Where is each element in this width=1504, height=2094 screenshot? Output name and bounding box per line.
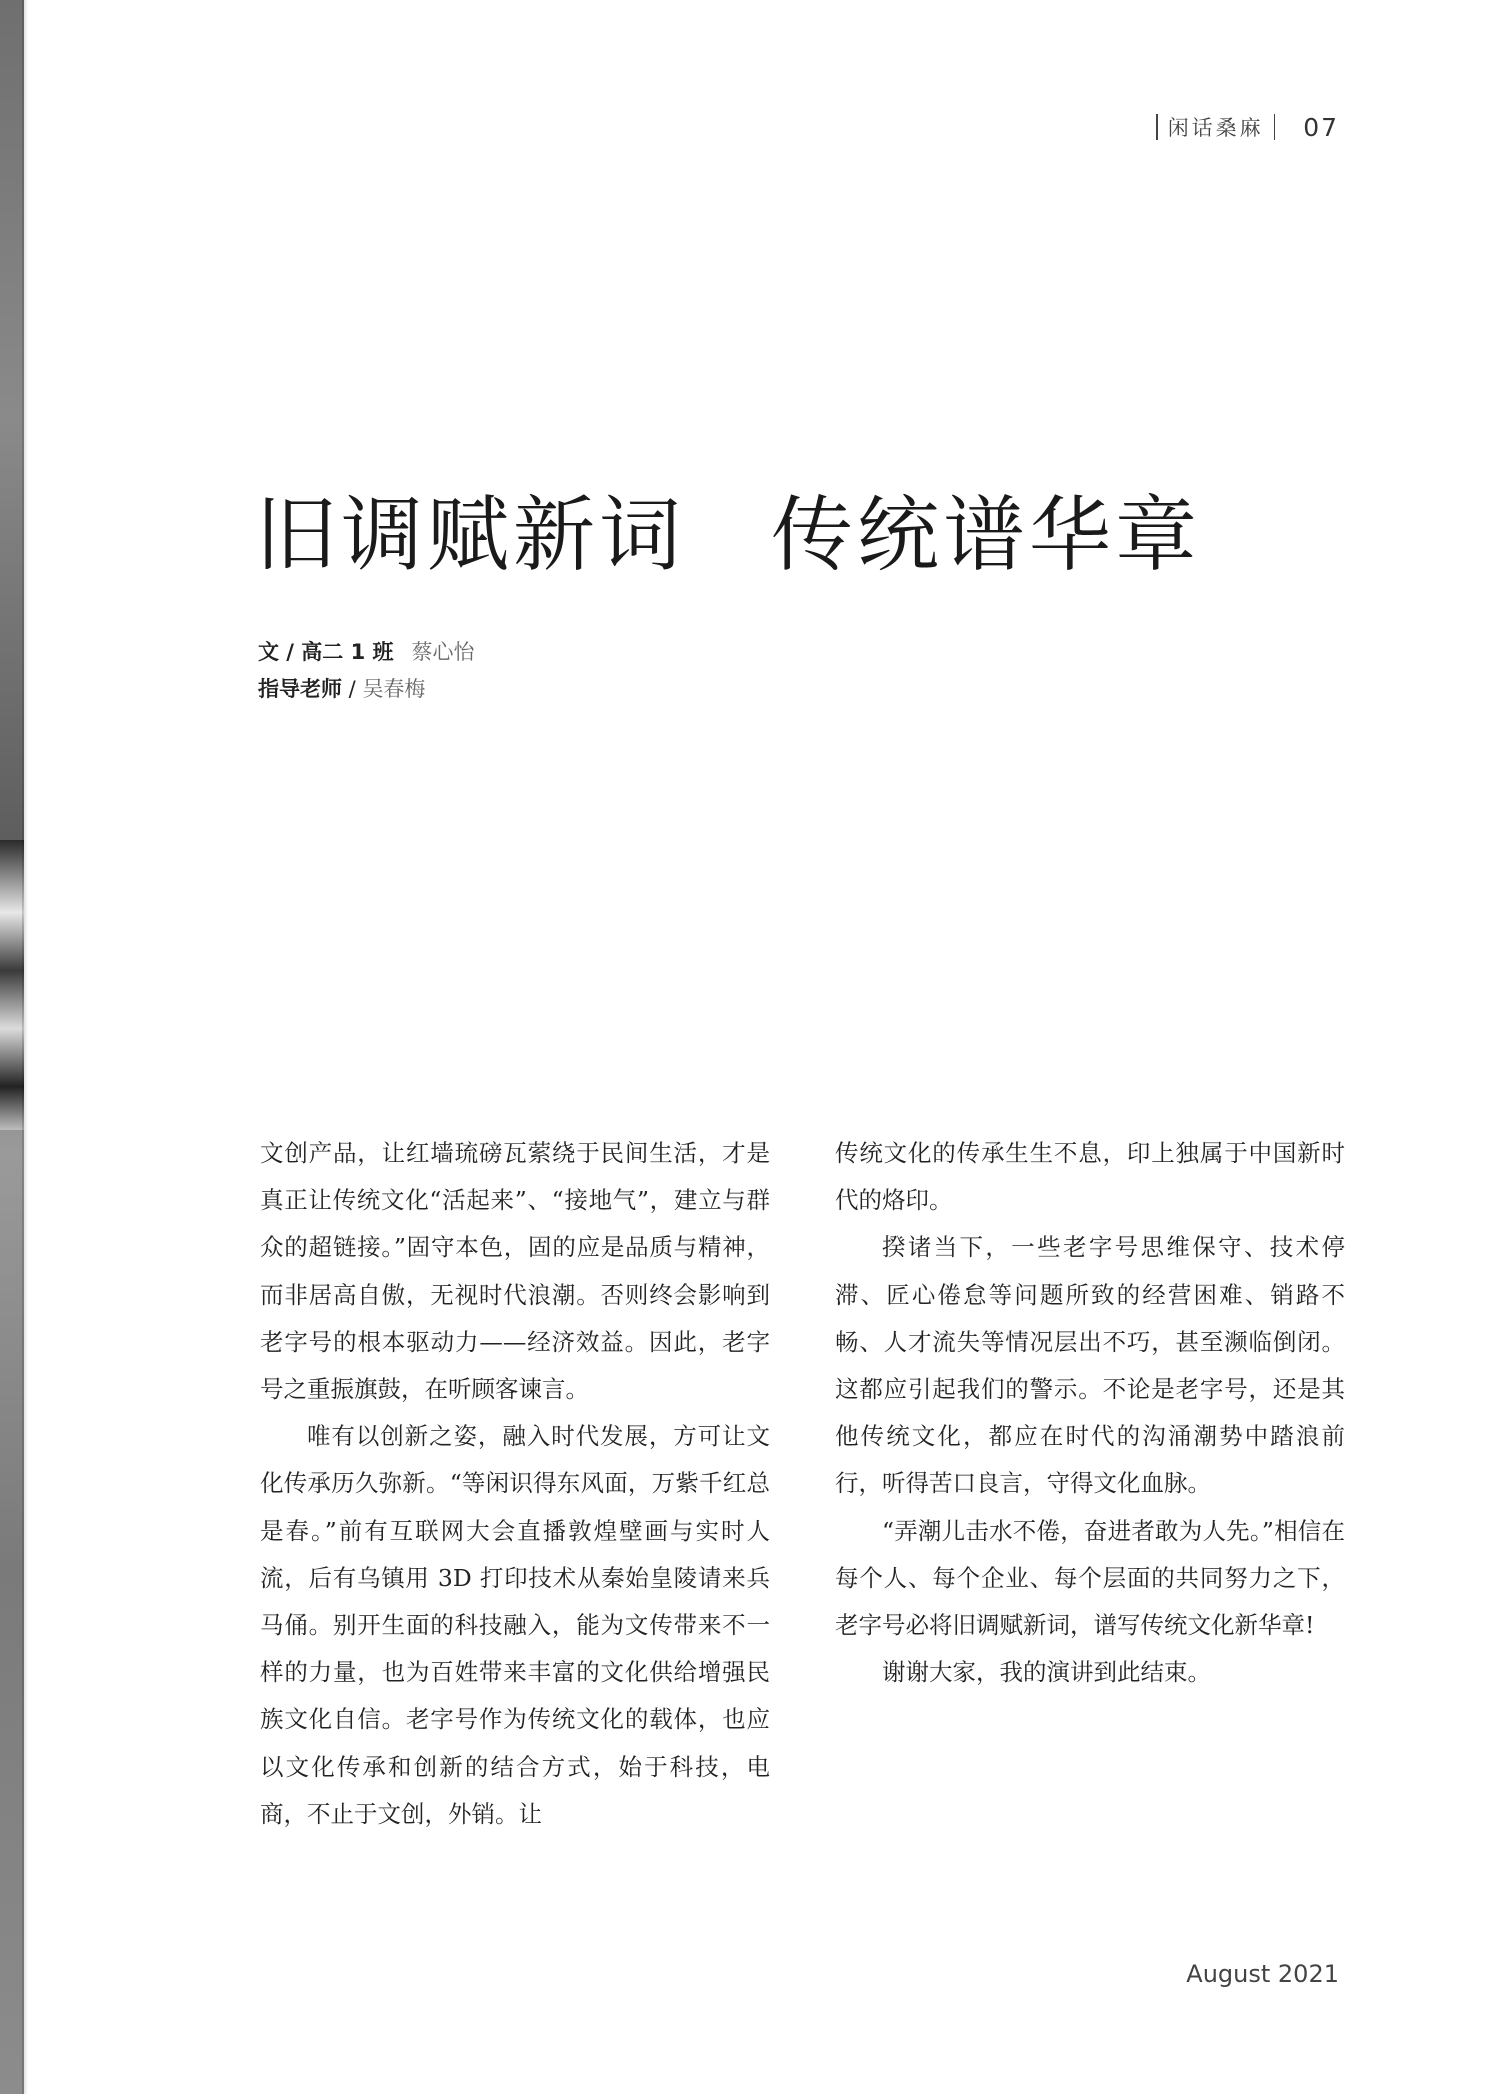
page-number: 07	[1303, 112, 1339, 142]
body-column-left	[260, 1130, 770, 1838]
teacher-line	[258, 671, 475, 708]
paragraph: 传统文化的传承生生不息，印上独属于中国新时代的烙印。	[835, 1139, 1345, 1215]
author-line	[258, 634, 475, 671]
paragraph: 唯有以创新之姿，融入时代发展，方可让文化传承历久弥新。“等闲识得东风面，万紫千红总是春。”前有互联网大会直播敦煌壁画与实时人流，后有乌镇用 3D 打印技术从秦始皇陵请来兵马俑。别开生面的科技融入，能为文传带来不一样的力量，也为百姓带来丰富的文化供给增强民族文化自信。老字号作为传统文化的载体，也应以文化传承和创新的结合方式，始于科技，电商，不止于文创，外销。让	[260, 1422, 770, 1828]
author-name: 蔡心怡	[411, 640, 475, 664]
running-header	[1146, 112, 1339, 142]
author-label: 文 / 高二 1 班	[258, 640, 394, 664]
body-column-right	[835, 1130, 1345, 1696]
paragraph: “弄潮儿击水不倦，奋进者敢为人先。”相信在每个人、每个企业、每个层面的共同努力之下，老字号必将旧调赋新词，谱写传统文化新华章!	[835, 1516, 1345, 1640]
header-divider-left	[1156, 114, 1158, 140]
teacher-separator: /	[342, 677, 363, 701]
page-edge-photo-detail	[0, 840, 24, 1130]
paragraph: 谢谢大家，我的演讲到此结束。	[882, 1658, 1211, 1687]
article-title: 旧调赋新词 传统谱华章	[255, 488, 1202, 583]
byline	[258, 634, 475, 708]
page-edge-shadow	[22, 0, 28, 2094]
paragraph: 文创产品，让红墙琉磅瓦萦绕于民间生活，才是真正让传统文化“活起来”、“接地气”，建立与群众的超链接。”固守本色，固的应是品质与精神，而非居高自傲，无视时代浪潮。否则终会影响到老字号的根本驱动力——经济效益。因此，老字号之重振旗鼓，在听顾客谏言。	[260, 1139, 770, 1404]
teacher-label: 指导老师	[258, 677, 342, 701]
issue-date: August 2021	[1186, 1960, 1339, 1988]
teacher-name: 吴春梅	[362, 677, 426, 701]
header-divider-right	[1274, 114, 1276, 140]
section-name: 闲话桑麻	[1167, 116, 1264, 140]
paragraph: 揆诸当下，一些老字号思维保守、技术停滞、匠心倦怠等问题所致的经营困难、销路不畅、人才流失等情况层出不巧，甚至濒临倒闭。这都应引起我们的警示。不论是老字号，还是其他传统文化，都应在时代的沟涌潮势中踏浪前行，听得苦口良言，守得文化血脉。	[835, 1233, 1345, 1498]
